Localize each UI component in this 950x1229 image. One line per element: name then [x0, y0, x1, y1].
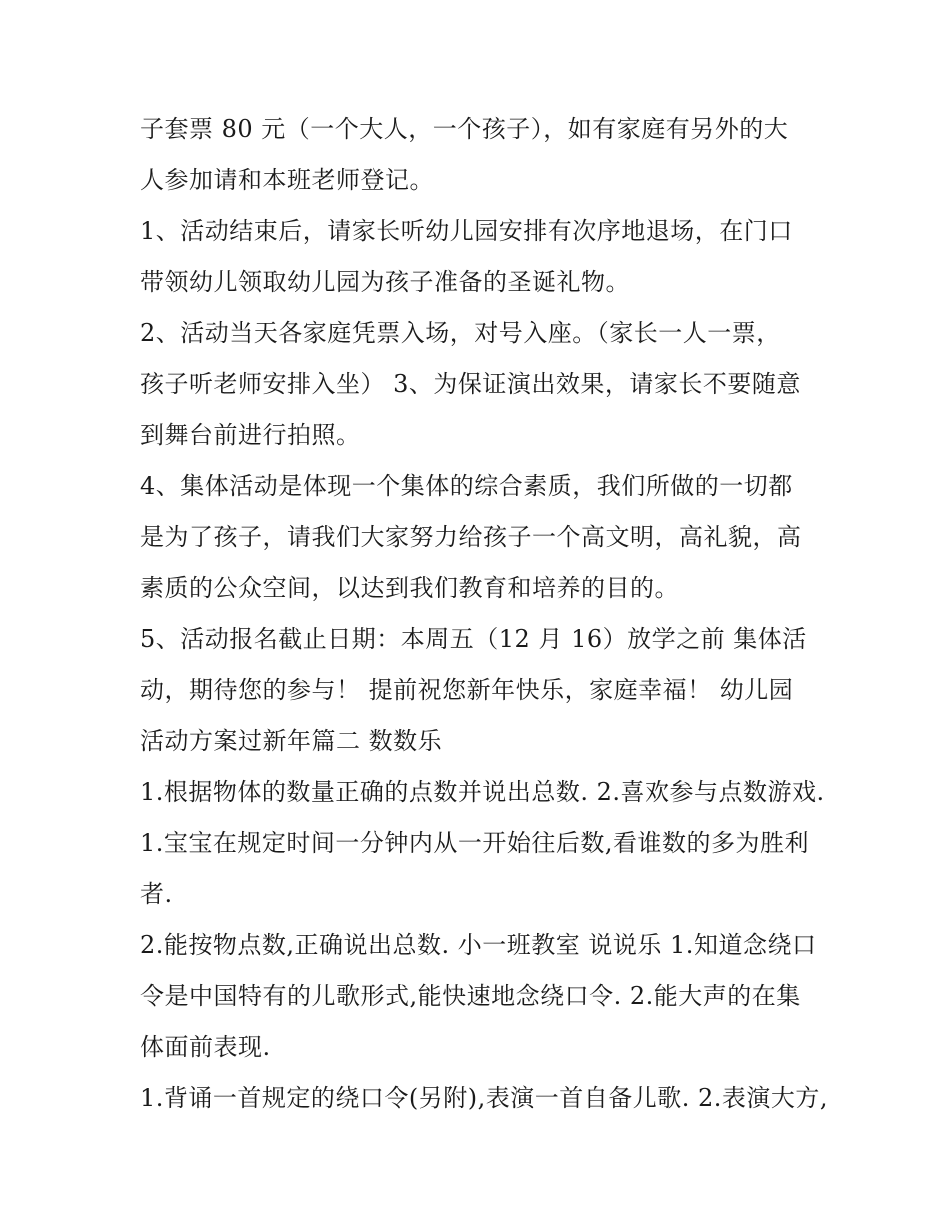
text-line: 令是中国特有的儿歌形式,能快速地念绕口令. 2.能大声的在集 — [140, 982, 801, 1010]
text-line: 5、活动报名截止日期：本周五（12 月 16）放学之前 集体活 — [140, 625, 807, 653]
text-line: 1、活动结束后，请家长听幼儿园安排有次序地退场，在门口 — [140, 217, 793, 245]
text-line: 者. — [140, 880, 173, 908]
text-line: 2、活动当天各家庭凭票入场，对号入座。（家长一人一票， — [140, 319, 781, 347]
text-line: 子套票 80 元（一个大人，一个孩子），如有家庭有另外的大 — [140, 115, 789, 143]
text-line: 1.宝宝在规定时间一分钟内从一开始往后数,看谁数的多为胜利 — [140, 829, 810, 857]
text-line: 体面前表现. — [140, 1033, 271, 1061]
text-line: 素质的公众空间，以达到我们教育和培养的目的。 — [140, 574, 679, 602]
text-line: 孩子听老师安排入坐） 3、为保证演出效果，请家长不要随意 — [140, 370, 801, 398]
text-line: 活动方案过新年篇二 数数乐 — [140, 727, 443, 755]
text-line: 动，期待您的参与！ 提前祝您新年快乐，家庭幸福！ 幼儿园 — [140, 676, 794, 704]
text-line: 1.背诵一首规定的绕口令(另附),表演一首自备儿歌. 2.表演大方, — [140, 1084, 829, 1112]
text-line: 人参加请和本班老师登记。 — [140, 166, 434, 194]
text-line: 到舞台前进行拍照。 — [140, 421, 361, 449]
text-line: 4、集体活动是体现一个集体的综合素质，我们所做的一切都 — [140, 472, 793, 500]
text-line: 是为了孩子，请我们大家努力给孩子一个高文明，高礼貌，高 — [140, 523, 802, 551]
document-body — [140, 104, 840, 1124]
text-line: 1.根据物体的数量正确的点数并说出总数. 2.喜欢参与点数游戏. — [140, 778, 825, 806]
text-line: 2.能按物点数,正确说出总数. 小一班教室 说说乐 1.知道念绕口 — [140, 931, 817, 959]
text-line: 带领幼儿领取幼儿园为孩子准备的圣诞礼物。 — [140, 268, 630, 296]
